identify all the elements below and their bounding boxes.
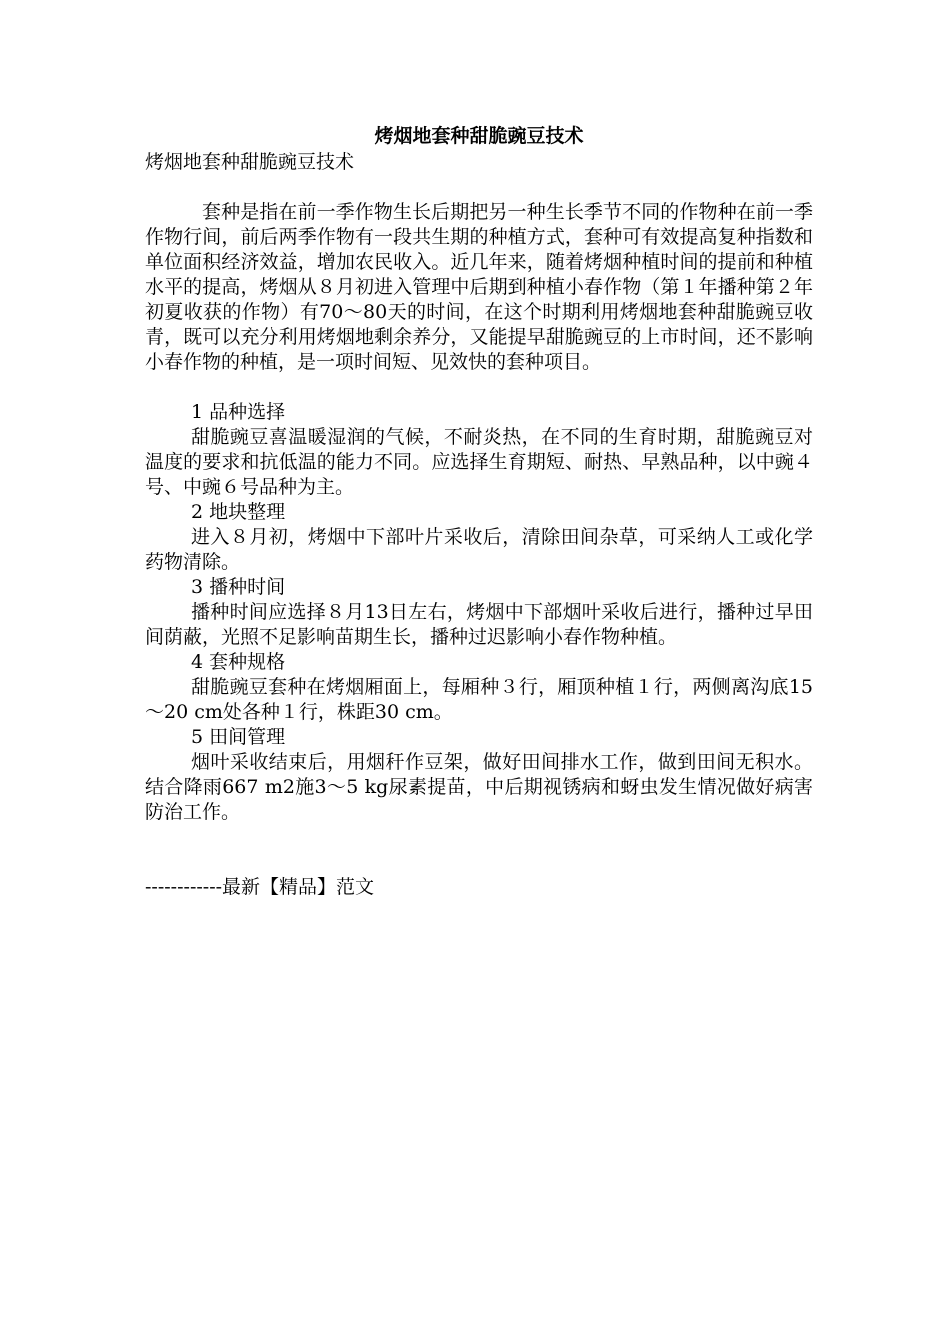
intro-paragraph: 套种是指在前一季作物生长后期把另一种生长季节不同的作物种在前一季作物行间，前后两季作物有一段共生期的种植方式，套种可有效提高复种指数和单位面积经济效益，增加农民收入。近几年来，随着烤烟种植时间的提前和种植水平的提高，烤烟从８月初进入管理中后期到种植小春作物（第１年播种第２年初夏收获的作物）有70～80天的时间，在这个时期利用烤烟地套种甜脆豌豆收青，既可以充分利用烤烟地剩余养分，又能提早甜脆豌豆的上市时间，还不影响小春作物的种植，是一项时间短、见效快的套种项目。: [145, 201, 813, 373]
section-heading: 3 播种时间: [191, 576, 286, 598]
section-body: 烟叶采收结束后，用烟秆作豆架，做好田间排水工作，做到田间无积水。结合降雨667 m2施3～5 kg尿素提苗，中后期视锈病和蚜虫发生情况做好病害防治工作。: [145, 751, 813, 823]
section-body: 进入８月初，烤烟中下部叶片采收后，清除田间杂草，可采纳人工或化学药物清除。: [145, 526, 813, 573]
section-heading: 5 田间管理: [191, 726, 286, 748]
document-title: 烤烟地套种甜脆豌豆技术: [374, 125, 584, 147]
section-heading: 2 地块整理: [191, 501, 286, 523]
blank-line: [145, 375, 813, 400]
document-page: [145, 122, 813, 900]
section-sowing: [145, 575, 813, 650]
footer-text: ------------最新【精品】范文: [145, 876, 375, 898]
section-heading: 1 品种选择: [191, 401, 286, 423]
section-body: 甜脆豌豆喜温暖湿润的气候，不耐炎热，在不同的生育时期，甜脆豌豆对温度的要求和抗低温的能力不同。应选择生育期短、耐热、早熟品种，以中豌４号、中豌６号品种为主。: [145, 426, 813, 498]
section-variety: [145, 400, 813, 500]
section-body: 播种时间应选择８月13日左右，烤烟中下部烟叶采收后进行，播种过早田间荫蔽，光照不足影响苗期生长，播种过迟影响小春作物种植。: [145, 601, 813, 648]
section-land: [145, 500, 813, 575]
section-heading: 4 套种规格: [191, 651, 286, 673]
blank-line: [145, 175, 813, 200]
section-body: 甜脆豌豆套种在烤烟厢面上，每厢种３行，厢顶种植１行，两侧离沟底15～20 cm处各种１行，株距30 cm。: [145, 676, 813, 723]
section-management: [145, 725, 813, 825]
blank-line: [145, 825, 813, 875]
section-spec: [145, 650, 813, 725]
document-subtitle: 烤烟地套种甜脆豌豆技术: [145, 151, 355, 173]
